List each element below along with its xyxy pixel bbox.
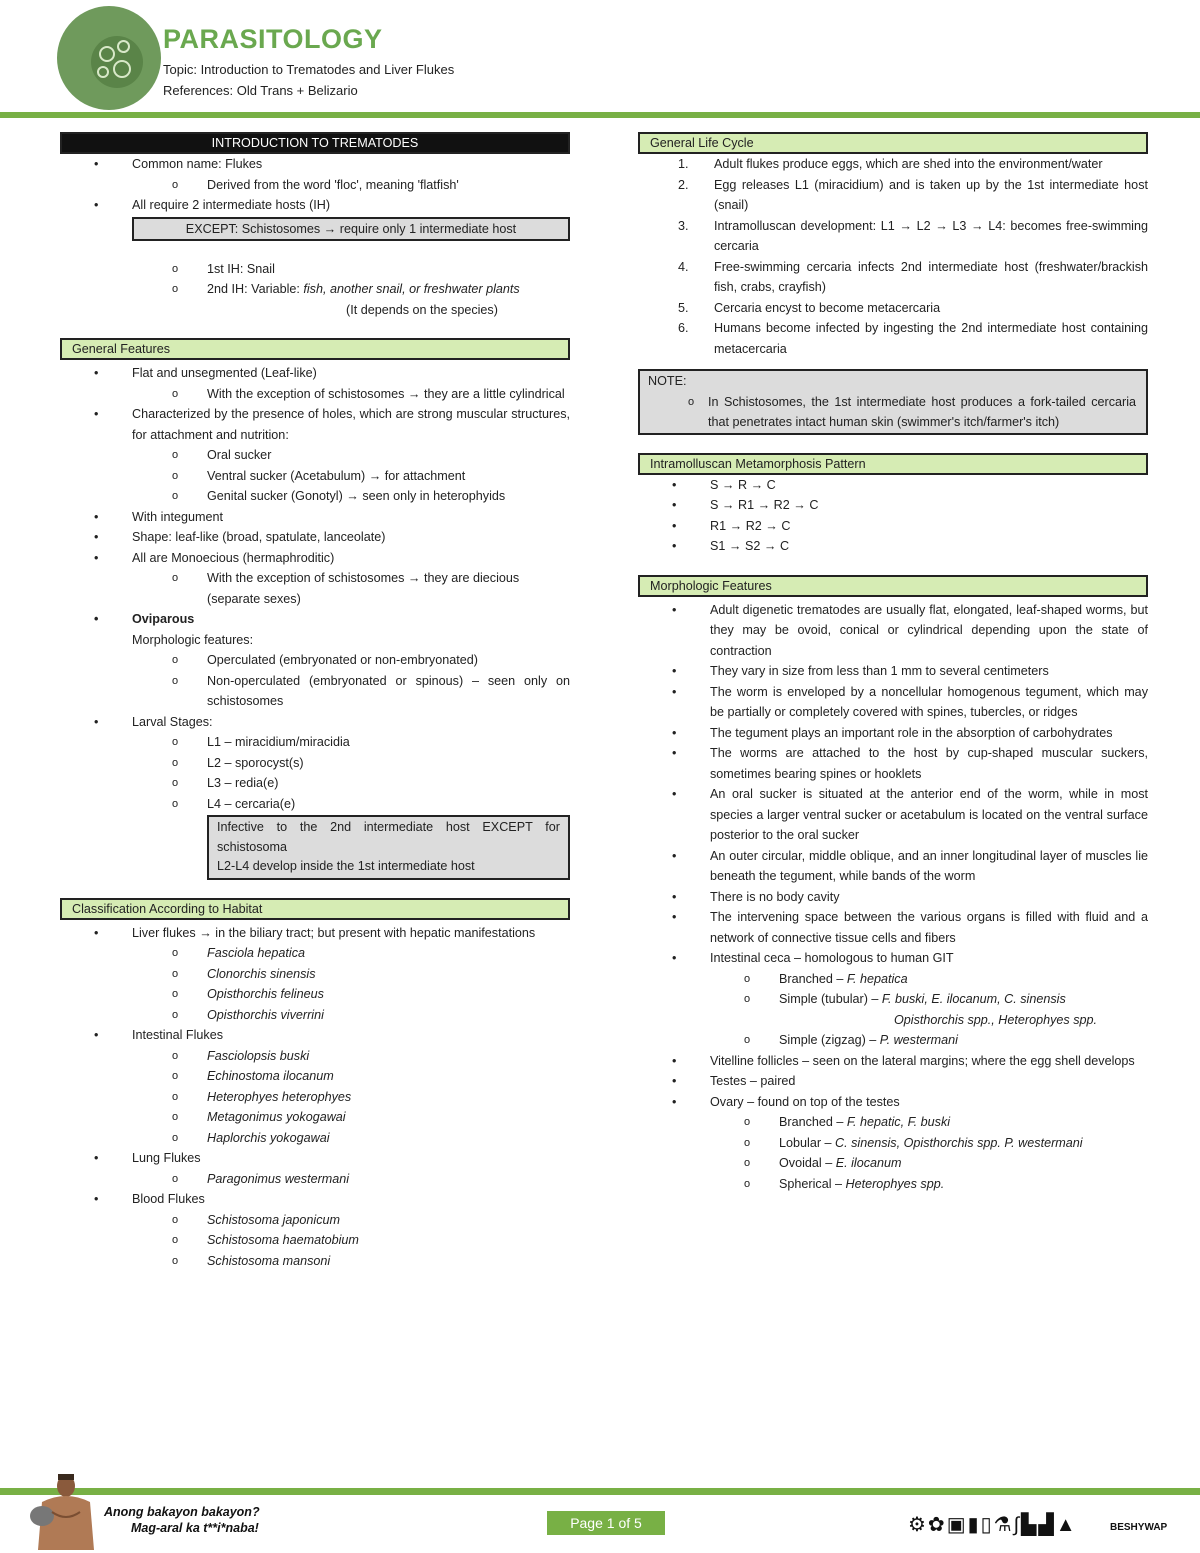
section-heading-pattern: Intramolluscan Metamorphosis Pattern — [638, 453, 1148, 475]
species-item — [60, 1251, 570, 1272]
page-title: PARASITOLOGY — [163, 24, 383, 54]
microscope-icon: ⚙✿▣▮▯⚗∫▙▟▲ — [908, 1514, 1078, 1536]
list-item: • The intervening space between the various organs is filled with fluid and a network of connective tissue cells and fibers — [638, 907, 1148, 948]
page-indicator: Page 1 of 5 — [547, 1511, 665, 1535]
ceca-type: Branched – — [779, 971, 847, 986]
ovary-example: E. ilocanum — [835, 1156, 902, 1170]
species-item — [60, 1128, 570, 1149]
list-item: • Adult digenetic trematodes are usually flat, elongated, leaf-shaped worms, but they may be ovoid, conical or cylindrical depending upon the state of contraction — [638, 600, 1148, 662]
species-name: Haplorchis yokogawai — [207, 1130, 330, 1145]
ovary-example: F. hepatic, F. buski — [846, 1115, 951, 1129]
list-item: • Intestinal ceca – homologous to human GIT — [638, 948, 1148, 969]
left-column — [60, 132, 570, 1271]
ceca-item-cont — [638, 1010, 1148, 1031]
species-item — [60, 1066, 570, 1087]
species-name: Schistosoma mansoni — [207, 1253, 331, 1268]
page-header — [0, 0, 1200, 112]
ceca-example: F. hepatica — [846, 971, 908, 986]
pattern-item: • S → R → C — [638, 475, 1148, 496]
step-number: 3. — [678, 218, 689, 233]
ceca-item — [638, 969, 1148, 990]
note-box — [638, 369, 1148, 435]
step-text: Humans become infected by ingesting the 2nd intermediate host containing metacercaria — [714, 321, 1148, 356]
step-number: 6. — [678, 321, 689, 335]
list-item: o Oral sucker — [60, 445, 570, 466]
list-item: o Derived from the word 'floc', meaning 'flatfish' — [60, 175, 570, 196]
ceca-type: Simple (tubular) – — [779, 992, 882, 1006]
list-item: o 1st IH: Snail — [60, 259, 570, 280]
list-item: o L4 – cercaria(e) — [60, 794, 570, 815]
header-divider — [0, 112, 1200, 118]
morph-list — [638, 600, 1148, 1195]
section-heading-intro: INTRODUCTION TO TREMATODES — [60, 132, 570, 154]
list-item: • All require 2 intermediate hosts (IH) — [60, 195, 570, 216]
step-text: Free-swimming cercaria infects 2nd intermediate host (freshwater/brackish fish, crabs, crayfish) — [714, 259, 1148, 294]
ovary-type: Ovoidal – — [779, 1156, 836, 1170]
list-item: • Oviparous — [60, 609, 570, 630]
list-item: Morphologic features: — [132, 632, 254, 647]
list-item: • Blood Flukes — [60, 1189, 570, 1210]
species-item — [60, 1005, 570, 1026]
lifecycle-step — [638, 216, 1148, 257]
note-label: NOTE: — [648, 374, 687, 388]
step-number: 2. — [678, 177, 689, 192]
references-line: References: Old Trans + Belizario — [163, 83, 358, 98]
list-item: • Ovary – found on top of the testes — [638, 1092, 1148, 1113]
pattern-item: • S → R1 → R2 → C — [638, 495, 1148, 516]
right-column — [638, 132, 1148, 1194]
ceca-example: Opisthorchis spp., Heterophyes spp. — [894, 1012, 1098, 1027]
habitat-list — [60, 923, 570, 1272]
ovary-type: Lobular – — [779, 1135, 836, 1150]
except-box: EXCEPT: Schistosomes → require only 1 intermediate host — [132, 217, 570, 241]
list-item: o Operculated (embryonated or non-embryonated) — [60, 650, 570, 671]
pattern-item: • R1 → R2 → C — [638, 516, 1148, 537]
species-name: Paragonimus westermani — [207, 1171, 350, 1186]
species-item — [60, 1046, 570, 1067]
list-item: o L1 – miracidium/miracidia — [60, 732, 570, 753]
ceca-item — [638, 989, 1148, 1010]
ceca-item — [638, 1030, 1148, 1051]
list-item: • Lung Flukes — [60, 1148, 570, 1169]
pattern-list — [638, 475, 1148, 557]
species-name: Schistosoma haematobium — [207, 1233, 359, 1247]
ceca-type: Simple (zigzag) – — [779, 1033, 880, 1047]
ceca-example: P. westermani — [879, 1033, 958, 1047]
intro-list — [60, 154, 570, 216]
ceca-example: F. buski, E. ilocanum, C. sinensis — [881, 992, 1066, 1006]
list-item: • An oral sucker is situated at the anterior end of the worm, while in most species a larger ventral sucker or acetabulum is located on the ventral surface posterior to the oral sucker — [638, 784, 1148, 846]
ih-list — [60, 259, 570, 321]
species-item — [60, 984, 570, 1005]
list-item: o Ventral sucker (Acetabulum) → for attachment — [60, 466, 570, 487]
list-item: o Genital sucker (Gonotyl) → seen only in heterophyids — [60, 486, 570, 507]
list-item: o L3 – redia(e) — [60, 773, 570, 794]
species-name: Metagonimus yokogawai — [207, 1110, 346, 1124]
larval-note-line: L2-L4 develop inside the 1st intermediate host — [217, 859, 475, 873]
ih2-note: (It depends on the species) — [346, 302, 498, 317]
list-item: o With the exception of schistosomes → they are a little cylindrical — [60, 384, 570, 405]
species-item — [60, 943, 570, 964]
list-item: o Non-operculated (embryonated or spinous) – seen only on schistosomes — [60, 671, 570, 712]
species-item — [60, 964, 570, 985]
list-item — [60, 279, 570, 300]
footer-slogan-line2: Mag-aral ka t**i*naba! — [131, 1521, 259, 1535]
lifecycle-step — [638, 298, 1148, 319]
list-item: • Larval Stages: — [60, 712, 570, 733]
lifecycle-step — [638, 154, 1148, 175]
ovary-item — [638, 1112, 1148, 1133]
note-body: In Schistosomes, the 1st intermediate host produces a fork-tailed cercaria that penetrates intact human skin (swimmer's itch/farmer's itch) — [708, 394, 1136, 429]
list-item: • Liver flukes → in the biliary tract; but present with hepatic manifestations — [60, 923, 570, 944]
list-item: • Shape: leaf-like (broad, spatulate, lanceolate) — [60, 527, 570, 548]
species-name: Fasciola hepatica — [207, 946, 306, 960]
list-item: • They vary in size from less than 1 mm to several centimeters — [638, 661, 1148, 682]
lifecycle-step — [638, 175, 1148, 216]
species-name: Opisthorchis viverrini — [207, 1007, 324, 1022]
step-text: Adult flukes produce eggs, which are shed into the environment/water — [714, 157, 1103, 171]
general-list — [60, 363, 570, 814]
pattern-item: • S1 → S2 → C — [638, 536, 1148, 557]
species-name: Echinostoma ilocanum — [207, 1069, 334, 1083]
ovary-item — [638, 1133, 1148, 1154]
species-name: Schistosoma japonicum — [207, 1212, 340, 1227]
list-item: • All are Monoecious (hermaphroditic) — [60, 548, 570, 569]
species-item — [60, 1169, 570, 1190]
species-name: Heterophyes heterophyes — [207, 1089, 352, 1104]
list-item: • Testes – paired — [638, 1071, 1148, 1092]
list-item: • The tegument plays an important role in the absorption of carbohydrates — [638, 723, 1148, 744]
step-number: 5. — [678, 300, 689, 315]
species-name: Fasciolopsis buski — [207, 1048, 310, 1063]
list-item: • Vitelline follicles – seen on the lateral margins; where the egg shell develops — [638, 1051, 1148, 1072]
species-item — [60, 1107, 570, 1128]
species-name: Opisthorchis felineus — [207, 987, 324, 1001]
ovary-type: Branched – — [779, 1115, 847, 1129]
species-item — [60, 1087, 570, 1108]
footer-divider — [0, 1488, 1200, 1495]
footer-brand: BESHYWAP — [1110, 1522, 1168, 1533]
ovary-item — [638, 1174, 1148, 1195]
step-text: Cercaria encyst to become metacercaria — [714, 300, 941, 315]
larval-note-box — [207, 815, 570, 880]
list-item: • The worms are attached to the host by cup-shaped muscular suckers, sometimes bearing spines or hooklets — [638, 743, 1148, 784]
list-item: • Intestinal Flukes — [60, 1025, 570, 1046]
species-item — [60, 1230, 570, 1251]
step-number: 4. — [678, 259, 689, 274]
ovary-type: Spherical – — [779, 1176, 846, 1191]
lifecycle-list — [638, 154, 1148, 359]
list-item: • With integument — [60, 507, 570, 528]
list-item: o L2 – sporocyst(s) — [60, 753, 570, 774]
section-heading-morph: Morphologic Features — [638, 575, 1148, 597]
parasite-logo-icon — [57, 6, 161, 110]
mascot-icon — [28, 1472, 98, 1550]
list-item: • Flat and unsegmented (Leaf-like) — [60, 363, 570, 384]
note-text: o In Schistosomes, the 1st intermediate host produces a fork-tailed cercaria that penetrates intact human skin (swimmer's itch/farmer's itch) — [688, 394, 1136, 429]
step-number: 1. — [678, 157, 689, 171]
larval-note-line: Infective to the 2nd intermediate host EXCEPT for schistosoma — [217, 820, 560, 854]
lifecycle-step — [638, 257, 1148, 298]
step-text: Egg releases L1 (miracidium) and is taken up by the 1st intermediate host (snail) — [714, 177, 1148, 212]
lifecycle-step — [638, 318, 1148, 359]
ih2-label: 2nd IH: Variable: — [207, 282, 304, 296]
topic-line: Topic: Introduction to Trematodes and Liver Flukes — [163, 62, 455, 77]
list-item: • Common name: Flukes — [60, 154, 570, 175]
section-heading-lifecycle: General Life Cycle — [638, 132, 1148, 154]
list-item: • An outer circular, middle oblique, and an inner longitudinal layer of muscles lie beneath the tegument, while bands of the worm — [638, 846, 1148, 887]
list-item: • There is no body cavity — [638, 887, 1148, 908]
section-heading-general: General Features — [60, 338, 570, 360]
list-item: o With the exception of schistosomes → they are diecious (separate sexes) — [60, 568, 570, 609]
footer-slogan-line1: Anong bakayon bakayon? — [104, 1505, 260, 1519]
step-text: Intramolluscan development: L1 → L2 → L3 → L4: becomes free-swimming cercaria — [714, 218, 1148, 253]
ovary-example: Heterophyes spp. — [845, 1176, 945, 1191]
species-name: Clonorchis sinensis — [207, 966, 316, 981]
ih2-examples: fish, another snail, or freshwater plants — [303, 282, 520, 296]
list-item: • Characterized by the presence of holes, which are strong muscular structures, for attachment and nutrition: — [60, 404, 570, 445]
section-heading-habitat: Classification According to Habitat — [60, 898, 570, 920]
species-item — [60, 1210, 570, 1231]
ovary-item — [638, 1153, 1148, 1174]
ovary-example: C. sinensis, Opisthorchis spp. P. westermani — [835, 1135, 1083, 1150]
list-item: • The worm is enveloped by a noncellular homogenous tegument, which may be partially or completely covered with spines, tubercles, or ridges — [638, 682, 1148, 723]
